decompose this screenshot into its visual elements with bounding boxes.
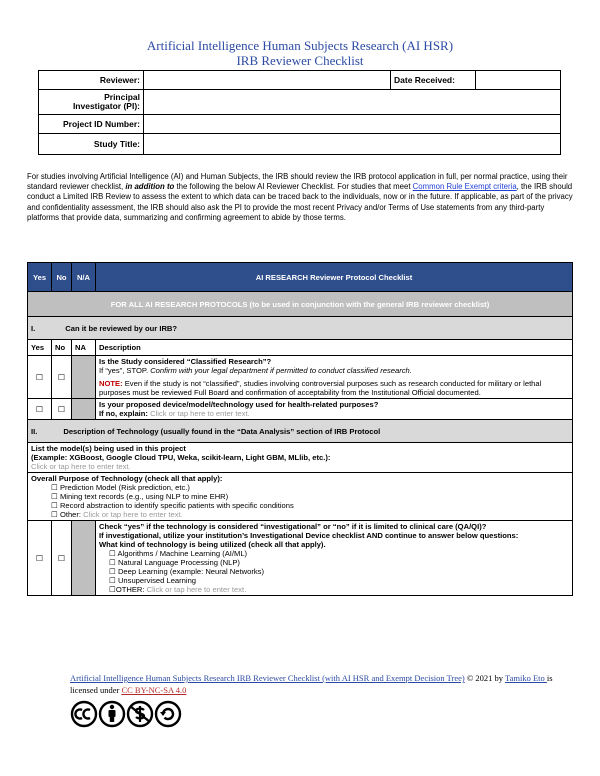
- q3-label-4: Unsupervised Learning: [117, 576, 197, 585]
- purpose-label-2: Mining text records (e.g., using NLP to mine EHR): [59, 492, 229, 501]
- purpose-checkbox-3[interactable]: ☐: [51, 501, 58, 510]
- project-id-field[interactable]: [144, 115, 561, 134]
- pi-label-line-2: Investigator (PI):: [72, 101, 140, 111]
- q3-label-1: Algorithms / Machine Learning (AI/ML): [117, 549, 248, 558]
- question-classified-research: [28, 356, 573, 399]
- section-1-number: I.: [31, 323, 36, 333]
- q3-yes-checkbox[interactable]: ☐: [28, 521, 52, 596]
- q3-checkbox-5[interactable]: ☐: [109, 585, 116, 594]
- pi-field[interactable]: [144, 90, 561, 115]
- title-line-2: IRB Reviewer Checklist: [236, 53, 364, 68]
- question-health-purpose: [28, 399, 573, 420]
- section-1-header: [28, 317, 573, 340]
- q1-note: Even if the study is not “classified”, studies involving controversial purposes such as research conducted for military or lethal purposes must be reviewed Full Board and confirmation of acceptability from the Institutional Official documented.: [99, 379, 542, 397]
- q3-kind: What kind of technology is being utilized (check all that apply).: [99, 540, 326, 549]
- project-id-label: Project ID Number:: [39, 115, 144, 134]
- purpose-item-abstraction[interactable]: [31, 501, 569, 510]
- q3-item-algorithms[interactable]: [99, 549, 569, 558]
- q3-no-checkbox[interactable]: ☐: [52, 521, 72, 596]
- q3-other-label: OTHER:: [115, 585, 147, 594]
- q3-title: Check “yes” if the technology is considered “investigational” or “no” if it is limited to clinical care (QA/QI)?: [99, 522, 487, 531]
- author-link[interactable]: Tamiko Eto: [505, 673, 547, 683]
- pi-label-line-1: Principal: [104, 92, 140, 102]
- document-title: [0, 38, 600, 68]
- title-line-1: Artificial Intelligence Human Subjects Research (AI HSR): [146, 38, 454, 53]
- checklist-link[interactable]: Artificial Intelligence Human Subjects Research IRB Reviewer Checklist (with AI HSR and Exempt Decision Tree): [70, 673, 465, 683]
- study-title-field[interactable]: [144, 134, 561, 155]
- section-2-header: [28, 420, 573, 443]
- q3-label-3: Deep Learning (example: Neural Networks): [117, 567, 264, 576]
- q2-na-cell: [72, 399, 96, 420]
- q1-text: If “yes”, STOP.: [99, 366, 151, 375]
- intro-text-2: the following the below AI Reviewer Checklist. For studies that meet: [174, 182, 413, 192]
- models-title: List the model(s) being used in this project: [31, 444, 186, 453]
- date-received-field[interactable]: [476, 71, 561, 90]
- date-received-label: Date Received:: [391, 71, 476, 90]
- col-na: NA: [72, 340, 96, 356]
- common-rule-link[interactable]: Common Rule Exempt criteria: [412, 182, 517, 192]
- q3-item-unsupervised[interactable]: [99, 576, 569, 585]
- license-link[interactable]: CC BY-NC-SA 4.0: [121, 685, 187, 695]
- q1-title: Is the Study considered “Classified Research”?: [99, 357, 272, 366]
- q3-label-2: Natural Language Processing (NLP): [117, 558, 240, 567]
- purpose-other-label: Other:: [59, 510, 84, 519]
- purpose-item-mining[interactable]: [31, 492, 569, 501]
- intro-bold: in addition to: [125, 182, 175, 192]
- intro-paragraph: [27, 172, 575, 223]
- question-investigational: [28, 521, 573, 596]
- purpose-label-1: Prediction Model (Risk prediction, etc.): [59, 483, 190, 492]
- reviewer-label: Reviewer:: [39, 71, 144, 90]
- reviewer-field[interactable]: [144, 71, 391, 90]
- q2-title: Is your proposed device/model/technology used for health-related purposes?: [99, 400, 379, 409]
- q2-yes-checkbox[interactable]: ☐: [28, 399, 52, 420]
- cc-by-nc-sa-icon: [70, 700, 185, 728]
- header-na: N/A: [72, 263, 96, 292]
- q1-no-checkbox[interactable]: ☐: [52, 356, 72, 399]
- q3-checkbox-4[interactable]: ☐: [109, 576, 116, 585]
- header-title: AI RESEARCH Reviewer Protocol Checklist: [96, 263, 573, 292]
- all-protocols-banner: FOR ALL AI RESEARCH PROTOCOLS (to be used in conjunction with the general IRB reviewer checklist): [28, 292, 573, 317]
- licensed-text: is licensed under: [70, 673, 553, 695]
- purpose-item-prediction[interactable]: [31, 483, 569, 492]
- purpose-checkbox-4[interactable]: ☐: [51, 510, 58, 519]
- q1-note-label: NOTE:: [99, 379, 123, 388]
- intro-text-3: , the IRB should conduct a Limited IRB Review to assess the extent to which data can be traced back to the individuals, now or in the future. If applicable, as part of the privacy and confidentiality assessment, the IRB should also ask the PI to provide the most recent Privacy and/or Terms of Use statements from any third-party platforms that provide data, summarizing and confirming agreement to abide by those terms.: [27, 182, 573, 222]
- copyright-text: © 2021 by: [464, 673, 506, 683]
- q3-text: If investigational, utilize your institution’s Investigational Device checklist AND continue to answer below questions:: [99, 531, 519, 540]
- ai-research-checklist: [27, 262, 573, 596]
- q3-other-placeholder[interactable]: Click or tap here to enter text.: [146, 585, 247, 594]
- q2-text: If no, explain:: [99, 409, 151, 418]
- col-yes: Yes: [28, 340, 52, 356]
- q3-checkbox-1[interactable]: ☐: [109, 549, 116, 558]
- col-no: No: [52, 340, 72, 356]
- header-yes: Yes: [28, 263, 52, 292]
- col-description: Description: [96, 340, 573, 356]
- q1-description: [96, 356, 573, 399]
- q3-item-other[interactable]: [99, 585, 569, 594]
- q3-checkbox-2[interactable]: ☐: [109, 558, 116, 567]
- q3-description: [96, 521, 573, 596]
- section-1-title: Can it be reviewed by our IRB?: [65, 323, 178, 333]
- purpose-other-placeholder[interactable]: Click or tap here to enter text.: [83, 510, 183, 519]
- q2-description: [96, 399, 573, 420]
- q2-placeholder[interactable]: Click or tap here to enter text.: [150, 409, 250, 418]
- section-2-number: II.: [31, 426, 38, 436]
- pi-label: [39, 90, 144, 115]
- intro-text-1: For studies involving Artificial Intelligence (AI) and Human Subjects, the IRB should review the IRB protocol application in full, per normal practice, using their standard reviewer checklist,: [27, 172, 568, 192]
- models-row: [28, 443, 573, 473]
- models-example: (Example: XGBoost, Google Cloud TPU, Weka, scikit-learn, Light GBM, MLlib, etc.):: [31, 453, 331, 462]
- purpose-item-other[interactable]: [31, 510, 569, 519]
- reviewer-info-table: [38, 70, 561, 155]
- header-no: No: [52, 263, 72, 292]
- q3-na-cell: [72, 521, 96, 596]
- q3-item-deep-learning[interactable]: [99, 567, 569, 576]
- models-placeholder[interactable]: Click or tap here to enter text.: [31, 462, 131, 471]
- purpose-title: Overall Purpose of Technology (check all that apply):: [31, 474, 223, 483]
- section-2-title: Description of Technology (usually found in the “Data Analysis” section of IRB Protocol: [63, 426, 381, 436]
- study-title-label: Study Title:: [39, 134, 144, 155]
- q3-item-nlp[interactable]: [99, 558, 569, 567]
- q3-checkbox-3[interactable]: ☐: [109, 567, 116, 576]
- license-footer: [70, 672, 560, 696]
- purpose-row: [28, 473, 573, 521]
- q1-na-cell: [72, 356, 96, 399]
- q2-no-checkbox[interactable]: ☐: [52, 399, 72, 420]
- purpose-label-3: Record abstraction to identify specific patients with specific conditions: [59, 501, 294, 510]
- q1-yes-checkbox[interactable]: ☐: [28, 356, 52, 399]
- purpose-checkbox-1[interactable]: ☐: [51, 483, 58, 492]
- purpose-checkbox-2[interactable]: ☐: [51, 492, 58, 501]
- q1-italic: Confirm with your legal department if permitted to conduct classified research.: [150, 366, 412, 375]
